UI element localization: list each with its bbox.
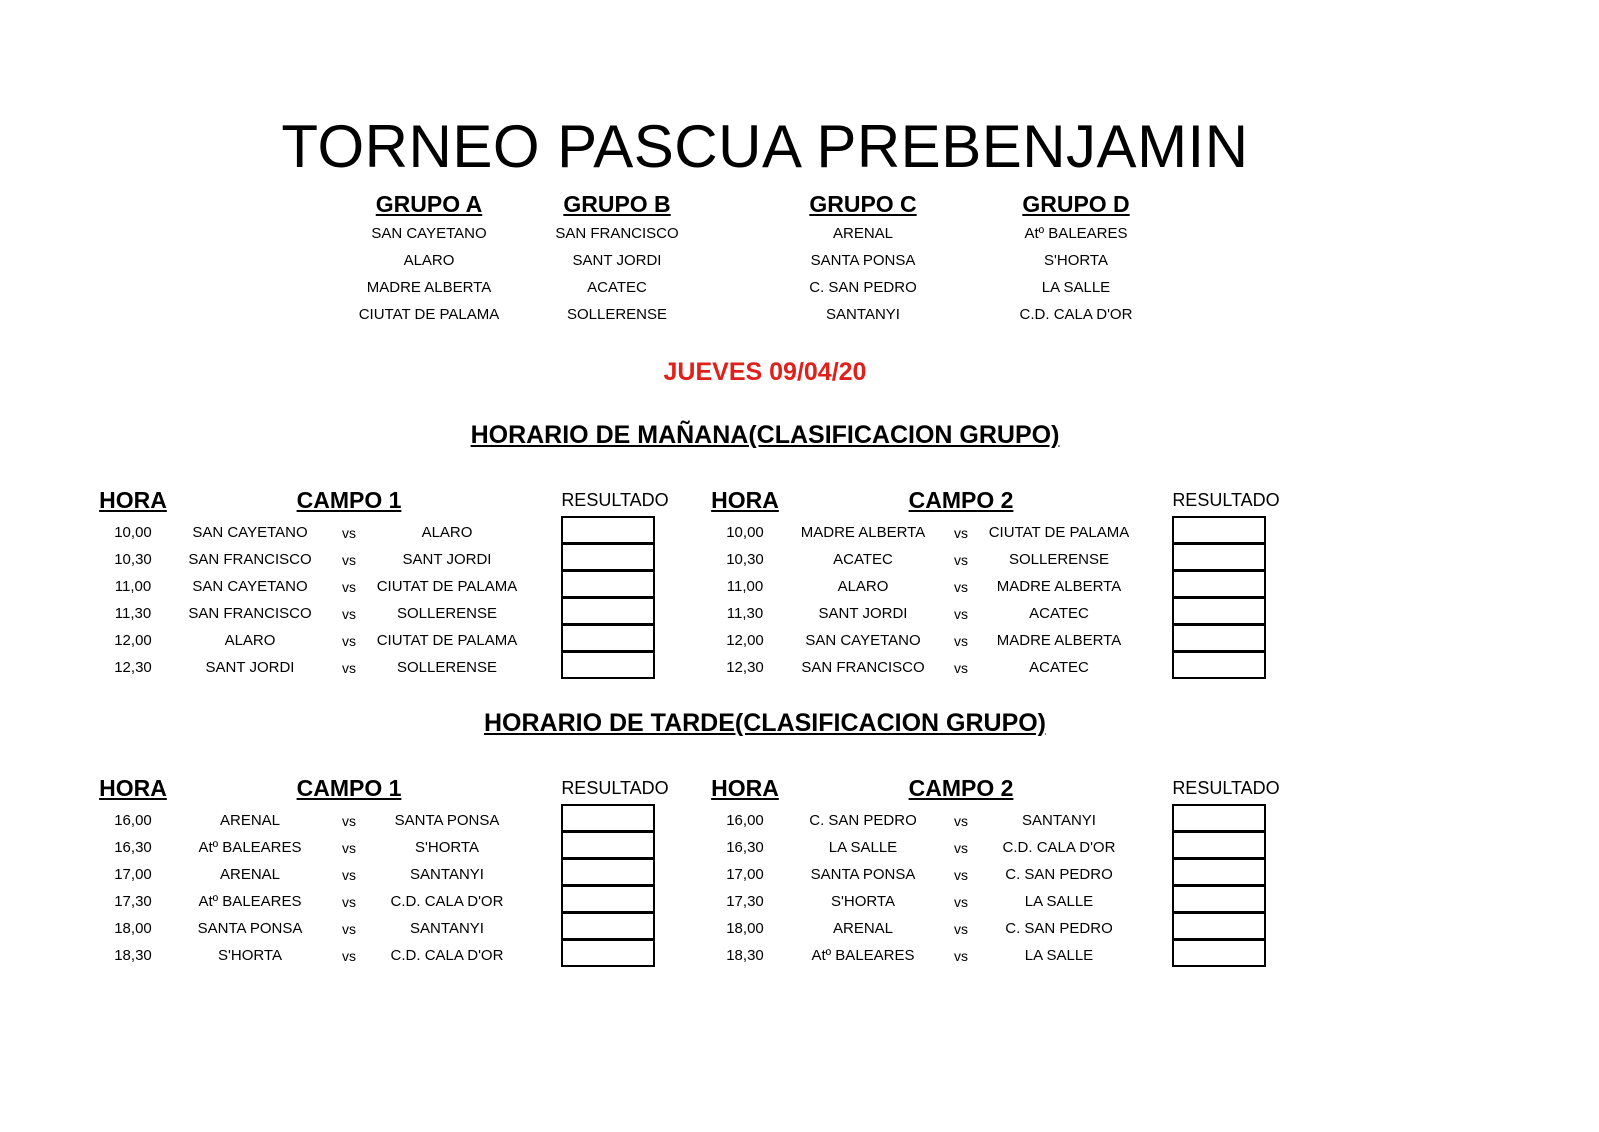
home-team: SANT JORDI	[205, 659, 295, 676]
vs-label: vs	[342, 660, 356, 676]
away-team: S'HORTA	[415, 839, 479, 856]
result-box[interactable]	[561, 913, 655, 940]
away-team: C. SAN PEDRO	[1005, 866, 1113, 883]
vs-label: vs	[342, 840, 356, 856]
home-team: ARENAL	[219, 812, 281, 829]
match-time: 17,30	[726, 893, 764, 910]
home-team: Atº BALEARES	[811, 947, 915, 964]
result-box[interactable]	[1172, 516, 1266, 544]
vs-label: vs	[342, 894, 356, 910]
match-time: 17,30	[114, 893, 152, 910]
match-time: 12,00	[726, 632, 764, 649]
match-time: 12,30	[114, 659, 152, 676]
vs-label: vs	[342, 948, 356, 964]
group-team: CIUTAT DE PALAMA	[358, 306, 500, 323]
away-team: SANTANYI	[410, 920, 484, 937]
away-team: SANTANYI	[410, 866, 484, 883]
vs-label: vs	[342, 633, 356, 649]
match-time: 16,00	[114, 812, 152, 829]
group-column	[753, 188, 973, 328]
hora-header: HORA	[711, 775, 779, 801]
campo-header: CAMPO 1	[296, 487, 402, 513]
home-team: SAN FRANCISCO	[801, 659, 925, 676]
away-team: CIUTAT DE PALAMA	[376, 632, 518, 649]
vs-label: vs	[954, 579, 968, 595]
result-box[interactable]	[1172, 625, 1266, 652]
campo-header: CAMPO 2	[908, 487, 1014, 513]
home-team: SAN FRANCISCO	[188, 551, 312, 568]
away-team: SANTA PONSA	[394, 812, 500, 829]
home-team: LA SALLE	[828, 839, 898, 856]
vs-label: vs	[954, 948, 968, 964]
match-time: 16,30	[114, 839, 152, 856]
vs-label: vs	[954, 867, 968, 883]
result-box[interactable]	[561, 625, 655, 652]
match-time: 10,00	[726, 524, 764, 541]
vs-label: vs	[954, 606, 968, 622]
result-box[interactable]	[561, 544, 655, 571]
group-team: SANTANYI	[826, 306, 900, 323]
result-box[interactable]	[561, 571, 655, 598]
group-team: C. SAN PEDRO	[809, 279, 917, 296]
match-time: 10,30	[726, 551, 764, 568]
vs-label: vs	[342, 525, 356, 541]
home-team: Atº BALEARES	[198, 893, 302, 910]
away-team: C.D. CALA D'OR	[390, 947, 504, 964]
campo-header: CAMPO 2	[908, 775, 1014, 801]
vs-label: vs	[954, 921, 968, 937]
away-team: C. SAN PEDRO	[1005, 920, 1113, 937]
match-time: 10,00	[114, 524, 152, 541]
group-team: S'HORTA	[1044, 252, 1108, 269]
match-date: JUEVES 09/04/20	[663, 358, 867, 386]
away-team: SOLLERENSE	[1008, 551, 1110, 568]
result-box[interactable]	[1172, 886, 1266, 913]
group-team: C.D. CALA D'OR	[1019, 306, 1133, 323]
group-heading: GRUPO C	[809, 191, 917, 217]
match-time: 11,00	[114, 578, 152, 595]
group-team: ARENAL	[832, 225, 894, 242]
result-box[interactable]	[1172, 571, 1266, 598]
result-box[interactable]	[561, 859, 655, 886]
away-team: ACATEC	[1029, 659, 1089, 676]
match-time: 18,00	[726, 920, 764, 937]
vs-label: vs	[954, 633, 968, 649]
result-box[interactable]	[561, 598, 655, 625]
away-team: C.D. CALA D'OR	[390, 893, 504, 910]
vs-label: vs	[954, 894, 968, 910]
match-time: 10,30	[114, 551, 152, 568]
home-team: S'HORTA	[831, 893, 895, 910]
group-team: LA SALLE	[1041, 279, 1111, 296]
match-time: 18,30	[114, 947, 152, 964]
home-team: C. SAN PEDRO	[809, 812, 917, 829]
group-column	[966, 188, 1186, 328]
match-time: 11,00	[726, 578, 764, 595]
match-time: 12,30	[726, 659, 764, 676]
tournament-title: TORNEO PASCUA PREBENJAMIN	[281, 113, 1249, 180]
group-team: SANTA PONSA	[810, 252, 916, 269]
group-heading: GRUPO D	[1022, 191, 1130, 217]
group-team: Atº BALEARES	[1024, 225, 1128, 242]
home-team: SAN CAYETANO	[192, 578, 308, 595]
section-title: HORARIO DE TARDE(CLASIFICACION GRUPO)	[483, 709, 1047, 737]
result-box[interactable]	[1172, 832, 1266, 859]
home-team: ARENAL	[832, 920, 894, 937]
hora-header: HORA	[99, 487, 167, 513]
resultado-header: RESULTADO	[1172, 778, 1280, 798]
group-column	[507, 188, 727, 328]
home-team: Atº BALEARES	[198, 839, 302, 856]
away-team: SANT JORDI	[402, 551, 492, 568]
group-heading: GRUPO B	[563, 191, 671, 217]
vs-label: vs	[954, 813, 968, 829]
group-team: SOLLERENSE	[566, 306, 668, 323]
result-box[interactable]	[1172, 598, 1266, 625]
vs-label: vs	[342, 606, 356, 622]
vs-label: vs	[954, 660, 968, 676]
result-box[interactable]	[1172, 859, 1266, 886]
away-team: C.D. CALA D'OR	[1002, 839, 1116, 856]
away-team: CIUTAT DE PALAMA	[376, 578, 518, 595]
hora-header: HORA	[711, 487, 779, 513]
result-box[interactable]	[1172, 940, 1266, 967]
group-team: ACATEC	[587, 279, 647, 296]
resultado-header: RESULTADO	[561, 490, 669, 510]
match-time: 18,30	[726, 947, 764, 964]
home-team: ACATEC	[833, 551, 893, 568]
away-team: MADRE ALBERTA	[996, 578, 1122, 595]
result-box[interactable]	[561, 940, 655, 967]
home-team: SAN CAYETANO	[805, 632, 921, 649]
away-team: ALARO	[421, 524, 473, 541]
vs-label: vs	[954, 552, 968, 568]
campo-header: CAMPO 1	[296, 775, 402, 801]
home-team: SANT JORDI	[818, 605, 908, 622]
away-team: LA SALLE	[1024, 947, 1094, 964]
match-time: 11,30	[114, 605, 152, 622]
result-box[interactable]	[1172, 544, 1266, 571]
resultado-header: RESULTADO	[561, 778, 669, 798]
home-team: ALARO	[224, 632, 276, 649]
away-team: SANTANYI	[1022, 812, 1096, 829]
home-team: ARENAL	[219, 866, 281, 883]
match-time: 17,00	[726, 866, 764, 883]
away-team: ACATEC	[1029, 605, 1089, 622]
result-box[interactable]	[561, 832, 655, 859]
match-time: 18,00	[114, 920, 152, 937]
result-box[interactable]	[561, 652, 655, 679]
result-box[interactable]	[1172, 913, 1266, 940]
vs-label: vs	[954, 525, 968, 541]
group-team: SAN FRANCISCO	[555, 225, 679, 242]
away-team: SOLLERENSE	[396, 659, 498, 676]
hora-header: HORA	[99, 775, 167, 801]
match-time: 16,00	[726, 812, 764, 829]
home-team: SAN FRANCISCO	[188, 605, 312, 622]
vs-label: vs	[954, 840, 968, 856]
group-team: MADRE ALBERTA	[366, 279, 492, 296]
result-box[interactable]	[561, 804, 655, 832]
result-box[interactable]	[1172, 652, 1266, 679]
result-box[interactable]	[561, 516, 655, 544]
away-team: MADRE ALBERTA	[996, 632, 1122, 649]
group-team: SAN CAYETANO	[371, 225, 487, 242]
vs-label: vs	[342, 579, 356, 595]
section-title: HORARIO DE MAÑANA(CLASIFICACION GRUPO)	[470, 421, 1060, 449]
vs-label: vs	[342, 813, 356, 829]
group-heading: GRUPO A	[375, 191, 483, 217]
home-team: SANTA PONSA	[197, 920, 303, 937]
vs-label: vs	[342, 867, 356, 883]
home-team: SANTA PONSA	[810, 866, 916, 883]
result-box[interactable]	[561, 886, 655, 913]
match-time: 12,00	[114, 632, 152, 649]
home-team: ALARO	[837, 578, 889, 595]
away-team: CIUTAT DE PALAMA	[988, 524, 1130, 541]
home-team: S'HORTA	[218, 947, 282, 964]
vs-label: vs	[342, 921, 356, 937]
vs-label: vs	[342, 552, 356, 568]
group-team: ALARO	[403, 252, 455, 269]
away-team: SOLLERENSE	[396, 605, 498, 622]
home-team: SAN CAYETANO	[192, 524, 308, 541]
resultado-header: RESULTADO	[1172, 490, 1280, 510]
match-time: 17,00	[114, 866, 152, 883]
away-team: LA SALLE	[1024, 893, 1094, 910]
group-column	[319, 188, 539, 328]
home-team: MADRE ALBERTA	[800, 524, 926, 541]
match-time: 11,30	[726, 605, 764, 622]
match-time: 16,30	[726, 839, 764, 856]
group-team: SANT JORDI	[572, 252, 662, 269]
result-box[interactable]	[1172, 804, 1266, 832]
